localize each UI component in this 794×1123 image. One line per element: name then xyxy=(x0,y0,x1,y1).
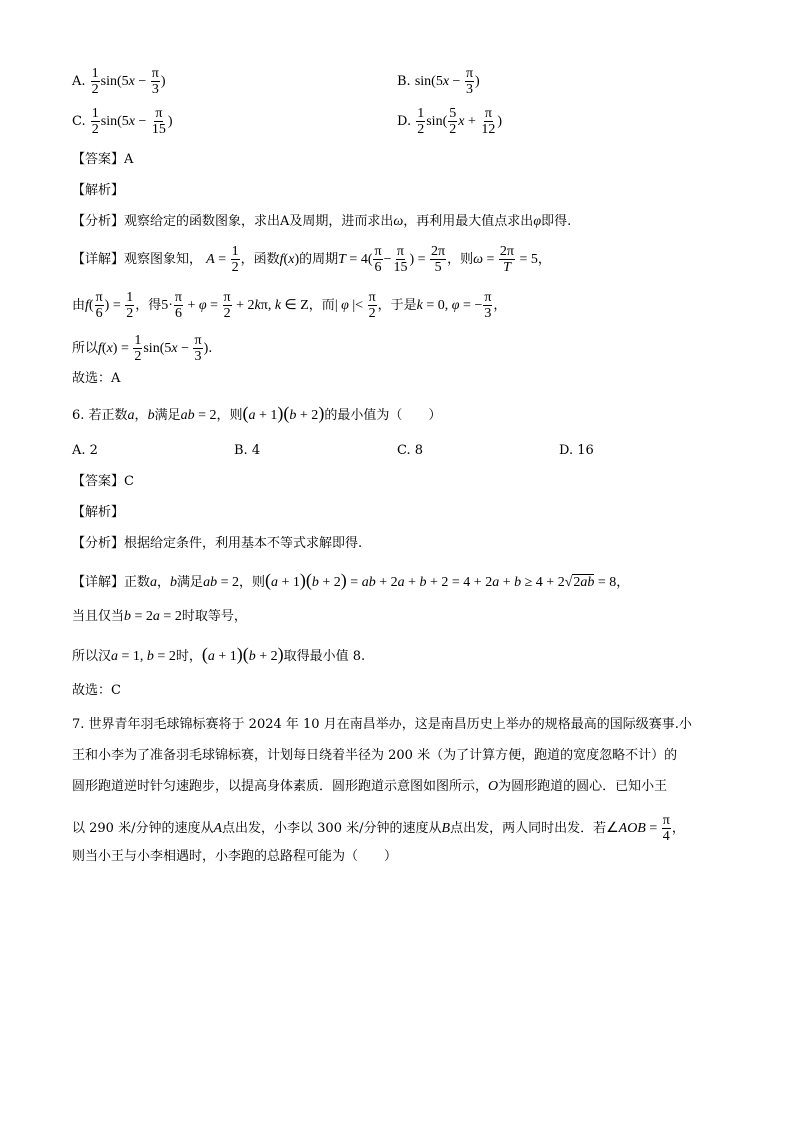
answer-6: 【答案】C xyxy=(72,474,134,489)
choice-5: 故选：A xyxy=(72,371,121,386)
detail-5-line1: 【详解】观察图象知， A = $\frac{1}{2}$ ，函数f(x)的周期T = 4( $\frac{\pi}{6}$ − $\frac{\pi}{15}$ ) = $\frac{2\pi}{5}$ ，则ω = $\frac{2\pi}{T}$ = 5， xyxy=(72,244,551,275)
option-a: A. $\frac{1}{2}$ sin(5x − $\frac{\pi}{3}$ ) xyxy=(72,66,166,97)
analysis-5: 【分析】观察给定的函数图象，求出A及周期，进而求出ω，再利用最大值点求出φ即得. xyxy=(72,214,572,229)
detail-6-line1: 【详解】正数a，b满足ab = 2，则(a + 1)(b + 2) = ab + 2a + b + 2 = 4 + 2a + b ≥ 4 + 2√2ab = 8， xyxy=(72,570,630,590)
detail-5-line2: 由f( $\frac{\pi}{6}$ ) = $\frac{1}{2}$ ，得5· $\frac{\pi}{6}$ + φ = $\frac{\pi}{2}$ + 2kπ, k ∈ Z，而| φ |< $\frac{\pi}{2}$ ，于是k = 0, φ = − $\frac{\pi}{3}$ ， xyxy=(72,290,507,321)
option-c: C. $\frac{1}{2}$ sin(5x − $\frac{\pi}{15}$ ) xyxy=(72,106,173,137)
analysis-6: 【分析】根据给定条件，利用基本不等式求解即得. xyxy=(72,536,363,551)
question-7-line5: 则当小王与小李相遇时，小李跑的总路程可能为（ ） xyxy=(72,849,398,864)
option-b-6: B. 4 xyxy=(234,443,261,458)
question-7-line1: 7. 世界青年羽毛球锦标赛将于 2024 年 10 月在南昌举办，这是南昌历史上举办的规格最高的国际级赛事.小 xyxy=(72,717,692,732)
option-c-6: C. 8 xyxy=(397,443,424,458)
detail-5-line3: 所以f(x) = $\frac{1}{2}$ sin(5x − $\frac{\pi}{3}$ ). xyxy=(72,333,213,364)
option-d: D. $\frac{1}{2}$ sin( $\frac{5}{2}$ x + $\frac{\pi}{12}$ ) xyxy=(397,106,503,137)
question-7-line3: 圆形跑道逆时针匀速跑步，以提高身体素质．圆形跑道示意图如图所示，O为圆形跑道的圆心．已知小王 xyxy=(72,779,668,794)
question-6-stem: 6. 若正数a，b满足ab = 2，则(a + 1)(b + 2)的最小值为（ ） xyxy=(72,403,442,423)
answer-5: 【答案】A xyxy=(72,152,134,167)
analysis-heading-6: 【解析】 xyxy=(72,505,125,520)
option-a-6: A. 2 xyxy=(72,443,98,458)
detail-6-line3: 所以汉a = 1, b = 2时，(a + 1)(b + 2)取得最小值 8. xyxy=(72,644,366,664)
question-7-line2: 王和小李为了准备羽毛球锦标赛，计划每日绕着半径为 200 米（为了计算方便，跑道的宽度忽略不计）的 xyxy=(72,748,678,763)
option-d-6: D. 16 xyxy=(559,443,594,458)
choice-6: 故选：C xyxy=(72,683,121,698)
question-7-line4: 以 290 米/分钟的速度从A点出发，小李以 300 米/分钟的速度从B点出发，两人同时出发．若∠AOB = $\frac{\pi}{4}$ ， xyxy=(72,813,685,844)
option-b: B. sin(5x − $\frac{\pi}{3}$ ) xyxy=(397,66,480,97)
analysis-heading-5: 【解析】 xyxy=(72,183,125,198)
detail-6-line2: 当且仅当b = 2a = 2时取等号， xyxy=(72,609,247,624)
